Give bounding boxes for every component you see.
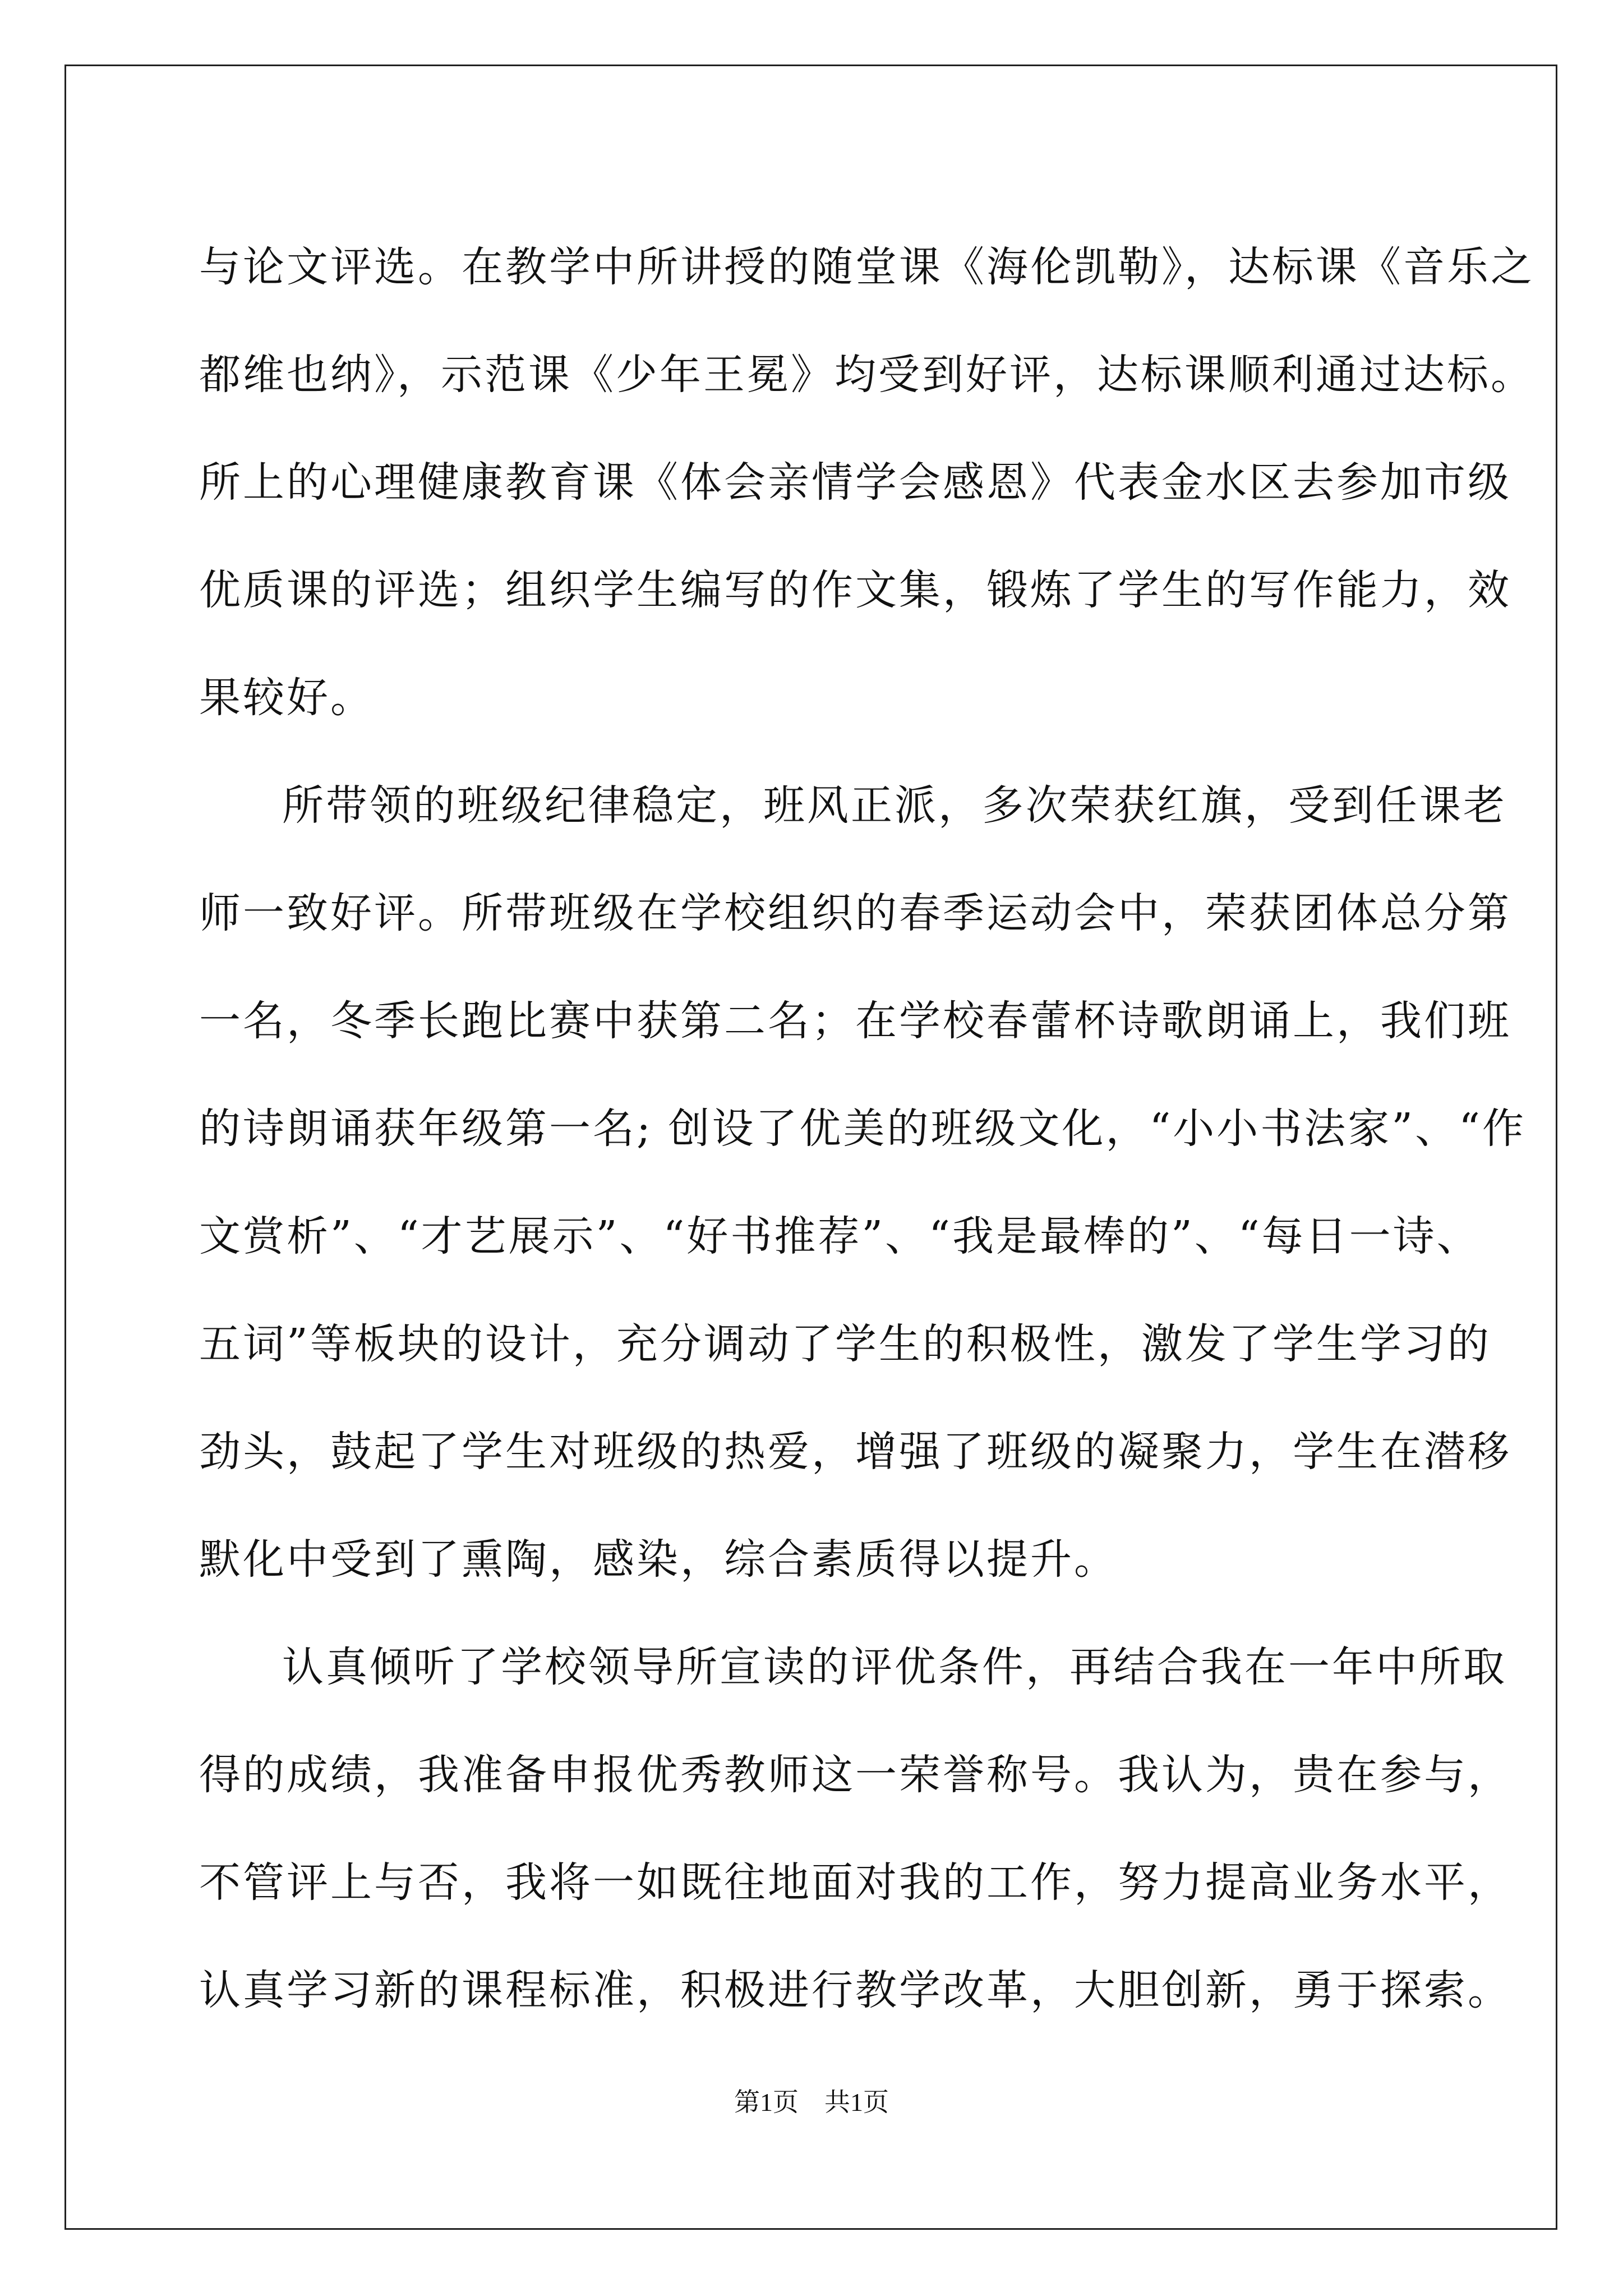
text-line: 不管评上与否，我将一如既往地面对我的工作，努力提高业务水平，	[199, 1858, 1511, 1907]
paragraph-first-line: 所带领的班级纪律稳定，班风正派，多次荣获红旗，受到任课老	[282, 781, 1507, 830]
text-line: 认真学习新的课程标准，积极进行教学改革，大胆创新，勇于探索。	[199, 1966, 1511, 2014]
text-line: 所上的心理健康教育课《体会亲情学会感恩》代表金水区去参加市级	[199, 458, 1511, 507]
text-line: 劲头，鼓起了学生对班级的热爱，增强了班级的凝聚力，学生在潜移	[199, 1428, 1511, 1476]
text-line: 得的成绩，我准备申报优秀教师这一荣誉称号。我认为，贵在参与，	[199, 1751, 1511, 1799]
text-line: 文赏析”、“才艺展示”、“好书推荐”、“我是最棒的”、“每日一诗、	[199, 1212, 1481, 1260]
page-total: 共1页	[824, 2088, 889, 2116]
text-line: 优质课的评选；组织学生编写的作文集，锻炼了学生的写作能力，效	[199, 566, 1511, 614]
text-line: 的诗朗诵获年级第一名; 创设了优美的班级文化，“小小书法家”、“作	[199, 1105, 1526, 1153]
text-line: 与论文评选。在教学中所讲授的随堂课《海伦凯勒》，达标课《音乐之	[199, 243, 1534, 291]
text-line: 默化中受到了熏陶，感染，综合素质得以提升。	[199, 1535, 1118, 1584]
text-line: 一名，冬季长跑比赛中获第二名；在学校春蕾杯诗歌朗诵上，我们班	[199, 997, 1511, 1045]
page-number: 第1页	[734, 2088, 799, 2116]
text-line: 五词”等板块的设计，充分调动了学生的积极性，激发了学生学习的	[199, 1320, 1491, 1368]
paragraph-first-line: 认真倾听了学校领导所宣读的评优条件，再结合我在一年中所取	[282, 1643, 1507, 1691]
page-footer	[0, 2086, 1623, 2119]
document-body	[199, 213, 1534, 2044]
text-line: 果较好。	[199, 674, 374, 722]
text-line: 师一致好评。所带班级在学校组织的春季运动会中，荣获团体总分第	[199, 889, 1511, 937]
text-line: 都维也纳》，示范课《少年王冕》均受到好评，达标课顺利通过达标。	[199, 351, 1534, 399]
